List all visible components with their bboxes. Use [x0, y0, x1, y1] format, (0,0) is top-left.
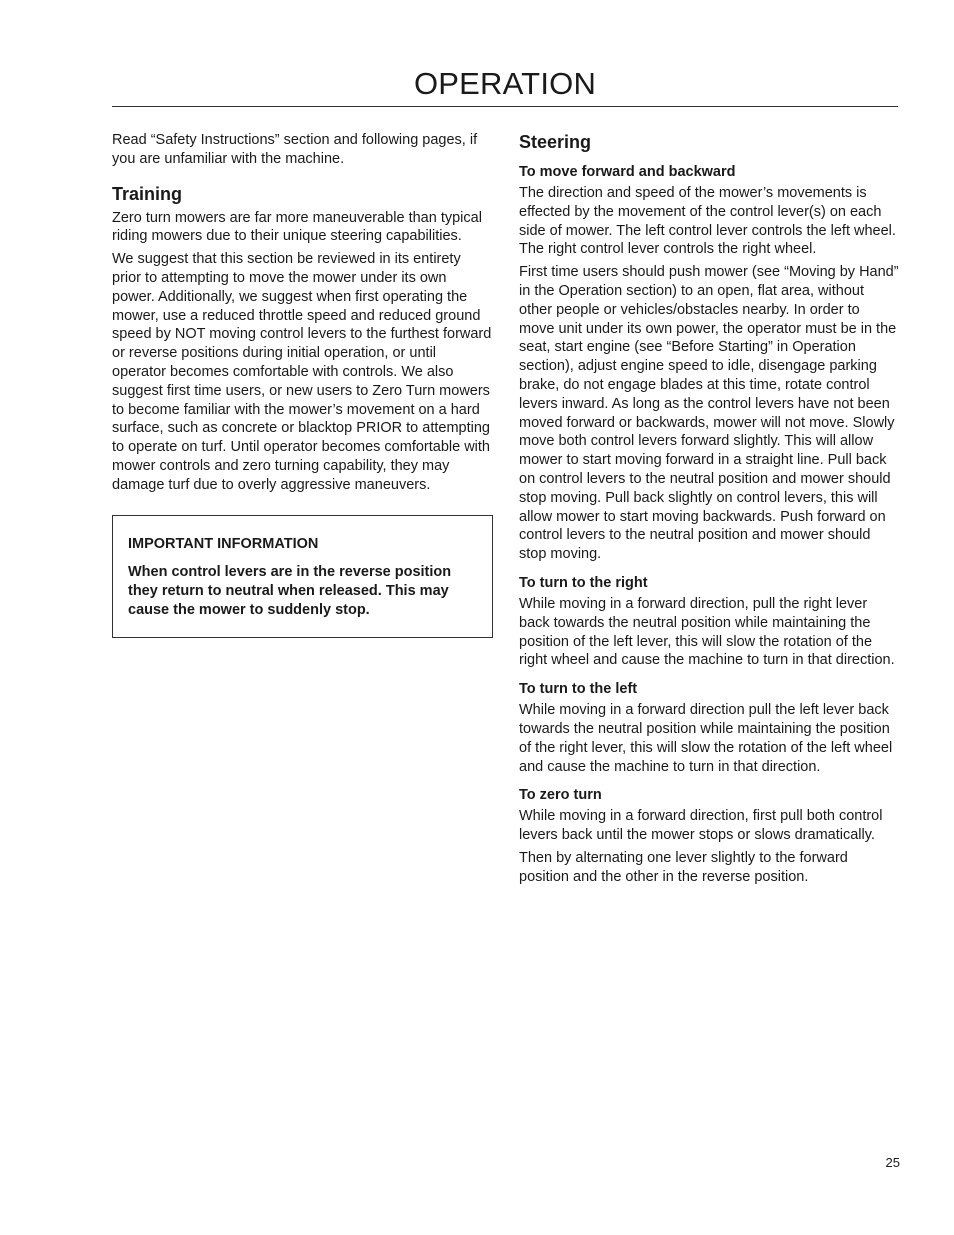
page-title: OPERATION: [413, 66, 597, 101]
notice-body: When control levers are in the reverse position they return to neutral when released. This may cause the mower to suddenly stop.: [128, 563, 452, 618]
zero-turn-heading: To zero turn: [519, 787, 602, 804]
forward-paragraph-2: First time users should push mower (see “Moving by Hand” in the Operation section) to an open, flat area, without other people or vehicles/obstacles nearby. In order to move unit under its own power, the operator must be in the seat, start engine (see “Before Starting” in Operation section), adjust engine speed to idle, disengage parking brake, do not engage blades at this time, rotate control levers inward. As long as the control levers have not been moved forward or backwards, mower will not move. Slowly move both control levers forward slightly. This will allow mower to start moving forward in a straight line. Pull back on control levers to the neutral position and mower should stop moving. Pull back slightly on control levers, this will allow mower to start moving backwards. Push forward on control levers to the neutral position and mower should stop moving.: [519, 264, 899, 563]
turn-left-paragraph: While moving in a forward direction pull the left lever back towards the neutral position while maintaining the position of the right lever, this will slow the rotation of the left wheel and cause the machine to turn in that direction.: [519, 702, 893, 775]
important-information-box: [112, 515, 493, 638]
turn-left-heading: To turn to the left: [519, 681, 638, 698]
left-column: [112, 131, 493, 638]
intro-paragraph: Read “Safety Instructions” section and following pages, if you are unfamiliar with the machine.: [112, 132, 478, 167]
page-number: 25: [885, 1155, 900, 1170]
notice-title: IMPORTANT INFORMATION: [128, 535, 319, 552]
forward-paragraph-1: The direction and speed of the mower’s movements is effected by the movement of the control lever(s) on each side of mower. The left control lever controls the left wheel. The right control lever controls the right wheel.: [519, 185, 896, 258]
training-heading: Training: [112, 183, 183, 204]
zero-turn-paragraph-1: While moving in a forward direction, first pull both control levers back until the mower stops or slows dramatically.: [519, 808, 883, 844]
title-rule: [112, 106, 898, 107]
forward-backward-heading: To move forward and backward: [519, 164, 736, 180]
training-paragraph-1: Zero turn mowers are far more maneuverable than typical riding mowers due to their unique steering capabilities.: [112, 209, 482, 245]
turn-right-paragraph: While moving in a forward direction, pull the right lever back towards the neutral position while maintaining the position of the left lever, this will slow the rotation of the right wheel and cause the machine to turn in that direction.: [519, 595, 895, 669]
right-column: [519, 131, 899, 891]
zero-turn-paragraph-2: Then by alternating one lever slightly to the forward position and the other in the reverse position.: [519, 849, 848, 885]
training-paragraph-2: We suggest that this section be reviewed in its entirety prior to attempting to move the mower under its own power. Additionally, we suggest when first operating the mower, use a reduced throttle speed and reduced ground speed by NOT moving control levers to the furthest forward or reverse positions during initial operation, or until operator becomes comfortable with controls. We also suggest first time users, or new users to Zero Turn mowers to become familiar with the mower’s movement on a hard surface, such as concrete or blacktop PRIOR to attempting to operate on turf. Until operator becomes comfortable with mower controls and zero turning capability, they may damage turf due to overly aggressive maneuvers.: [112, 251, 492, 493]
turn-right-heading: To turn to the right: [519, 574, 648, 591]
steering-heading: Steering: [519, 132, 592, 152]
